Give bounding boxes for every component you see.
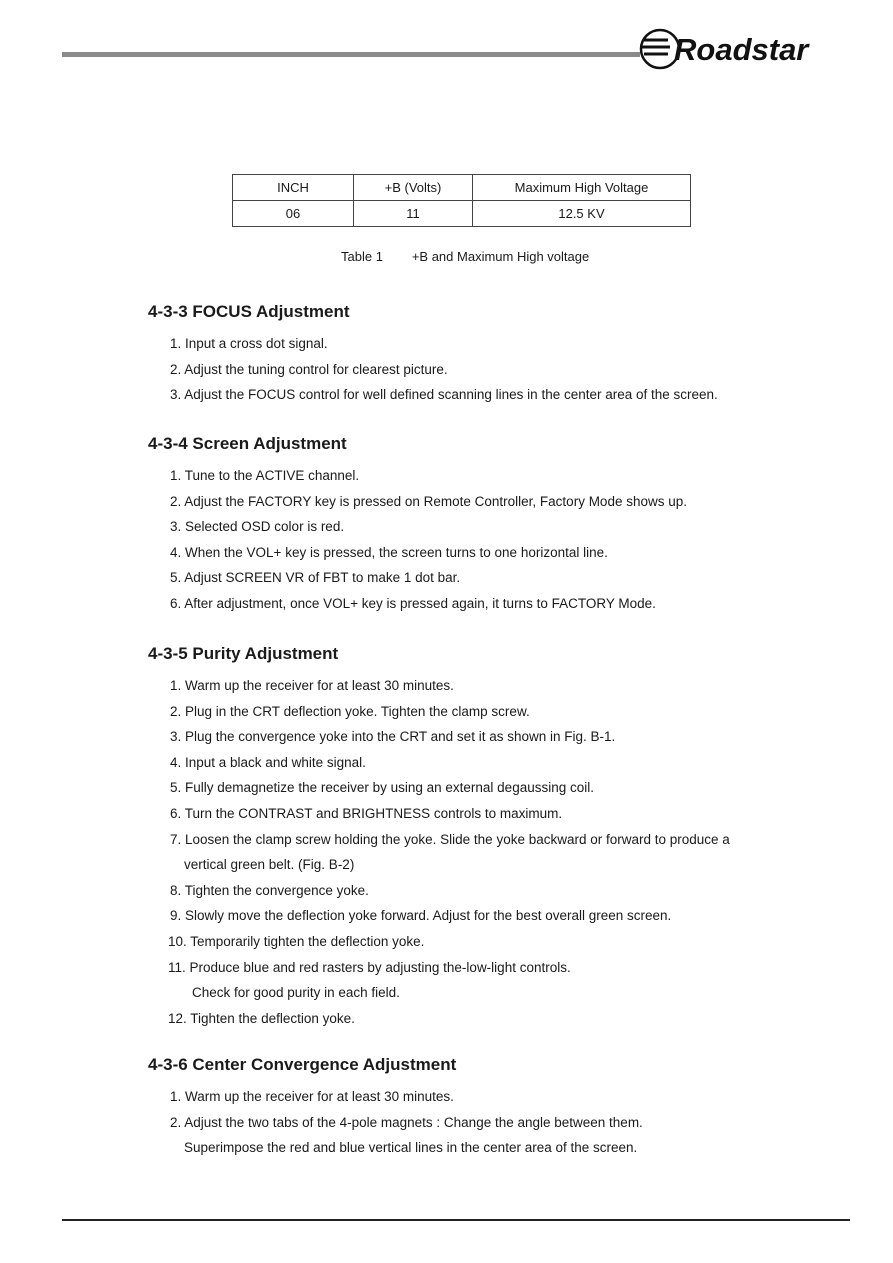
section-screen-adjustment bbox=[148, 433, 687, 617]
list-item: 4. Input a black and white signal. bbox=[170, 754, 366, 770]
col-inch-header: INCH bbox=[233, 175, 354, 201]
list-item: 1. Input a cross dot signal. bbox=[170, 336, 328, 351]
footer-rule bbox=[62, 1219, 850, 1221]
list-item: 1. Tune to the ACTIVE channel. bbox=[170, 468, 360, 483]
cell-max-voltage: 12.5 KV bbox=[473, 201, 691, 227]
list-item: 11. Produce blue and red rasters by adjusting the-low-light controls. bbox=[168, 959, 571, 975]
table-header-row bbox=[233, 175, 691, 201]
caption-text: +B and Maximum High voltage bbox=[411, 249, 590, 264]
step-list bbox=[148, 463, 687, 617]
section-title: 4-3-3 FOCUS Adjustment bbox=[148, 302, 350, 321]
step-list bbox=[148, 1084, 643, 1161]
logo-wordmark: Roadstar bbox=[674, 32, 809, 67]
list-item: 1. Warm up the receiver for at least 30 minutes. bbox=[170, 1089, 454, 1104]
step-list bbox=[148, 331, 718, 408]
list-item: 1. Warm up the receiver for at least 30 minutes. bbox=[170, 678, 454, 693]
caption-label: Table 1 bbox=[341, 249, 383, 264]
list-item: 4. When the VOL+ key is pressed, the screen turns to one horizontal line. bbox=[170, 544, 608, 560]
voltage-table bbox=[232, 174, 691, 227]
list-item: 9. Slowly move the deflection yoke forward. Adjust for the best overall green screen. bbox=[170, 908, 672, 924]
cell-b-volts: 11 bbox=[354, 201, 473, 227]
col-b-volts-header: +B (Volts) bbox=[354, 175, 473, 201]
table-caption bbox=[341, 249, 589, 264]
section-focus-adjustment bbox=[148, 301, 718, 408]
header-rule bbox=[62, 52, 640, 57]
list-item: 5. Fully demagnetize the receiver by using an external degaussing coil. bbox=[170, 780, 594, 796]
list-item-continuation: Check for good purity in each field. bbox=[192, 985, 400, 1001]
roadstar-logo bbox=[638, 26, 850, 72]
list-item: 3. Selected OSD color is red. bbox=[170, 519, 345, 535]
section-title: 4-3-6 Center Convergence Adjustment bbox=[148, 1055, 457, 1074]
list-item-continuation: vertical green belt. (Fig. B-2) bbox=[184, 857, 355, 873]
list-item: 2. Adjust the tuning control for clearest picture. bbox=[170, 361, 448, 377]
list-item: 12. Tighten the deflection yoke. bbox=[168, 1010, 355, 1026]
list-item: 2. Plug in the CRT deflection yoke. Tighten the clamp screw. bbox=[170, 703, 530, 719]
section-title: 4-3-5 Purity Adjustment bbox=[148, 644, 339, 663]
list-item: 10. Temporarily tighten the deflection yoke. bbox=[168, 933, 425, 949]
section-title: 4-3-4 Screen Adjustment bbox=[148, 434, 347, 453]
list-item: 6. Turn the CONTRAST and BRIGHTNESS controls to maximum. bbox=[170, 805, 563, 821]
col-max-voltage-header: Maximum High Voltage bbox=[473, 175, 691, 201]
list-item: 6. After adjustment, once VOL+ key is pressed again, it turns to FACTORY Mode. bbox=[170, 595, 656, 611]
list-item: 2. Adjust the two tabs of the 4-pole magnets : Change the angle between them. bbox=[170, 1114, 643, 1130]
section-center-convergence-adjustment bbox=[148, 1054, 643, 1161]
list-item-continuation: Superimpose the red and blue vertical lines in the center area of the screen. bbox=[184, 1140, 638, 1156]
list-item: 2. Adjust the FACTORY key is pressed on Remote Controller, Factory Mode shows up. bbox=[170, 493, 687, 509]
list-item: 3. Plug the convergence yoke into the CRT and set it as shown in Fig. B-1. bbox=[170, 729, 616, 745]
step-list bbox=[148, 673, 730, 1031]
list-item: 3. Adjust the FOCUS control for well defined scanning lines in the center area of the screen. bbox=[170, 387, 718, 403]
cell-inch: 06 bbox=[233, 201, 354, 227]
table-row bbox=[233, 201, 691, 227]
list-item: 8. Tighten the convergence yoke. bbox=[170, 882, 369, 898]
list-item: 7. Loosen the clamp screw holding the yoke. Slide the yoke backward or forward to produce a bbox=[170, 831, 730, 847]
list-item: 5. Adjust SCREEN VR of FBT to make 1 dot bar. bbox=[170, 570, 461, 586]
section-purity-adjustment bbox=[148, 643, 730, 1031]
